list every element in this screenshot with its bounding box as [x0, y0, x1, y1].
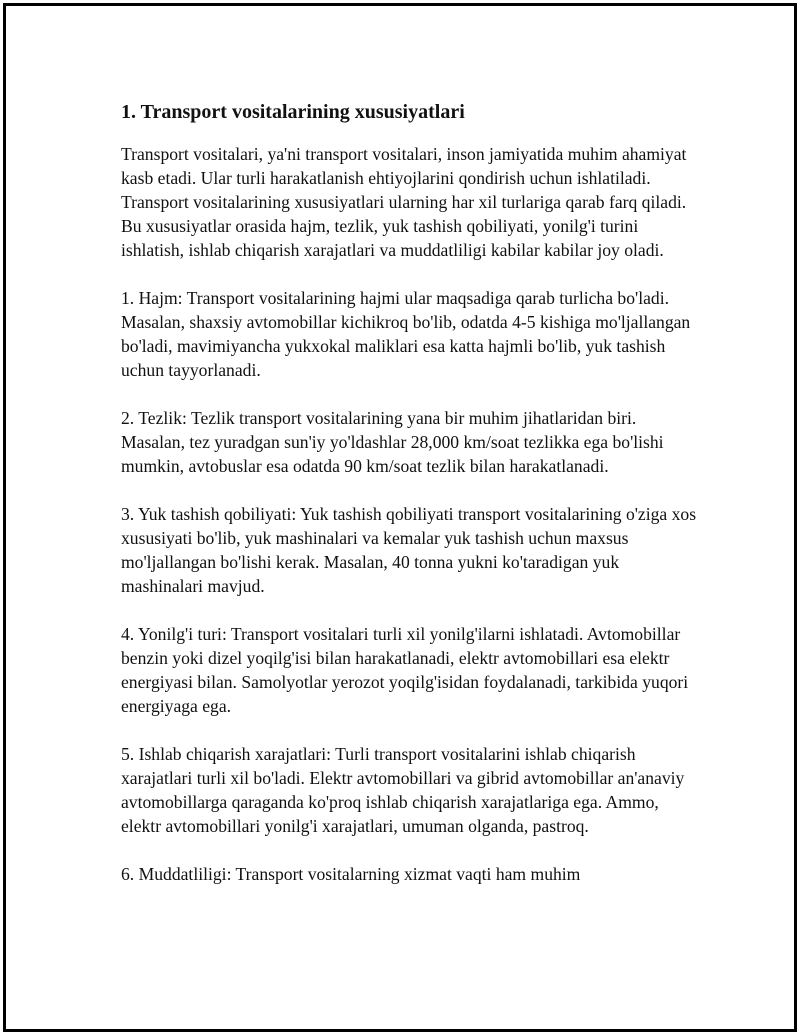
section-heading: 1. Transport vositalarining xususiyatlari [121, 101, 465, 123]
document-body [121, 99, 701, 910]
paragraph-fuel-type: 4. Yonilg'i turi: Transport vositalari turli xil yonilg'ilarni ishlatadi. Avtomobillar benzin yoki dizel yoqilg'isi bilan harakatlanadi, elektr avtomobillari esa elektr energiyasi bilan. Samolyotlar yerozot yoqilg'isidan foydalanadi, tarkibida yuqori energiyaga ega. [121, 624, 689, 716]
paragraph-volume: 1. Hajm: Transport vositalarining hajmi ular maqsadiga qarab turlicha bo'ladi. Masalan, shaxsiy avtomobillar kichikroq bo'lib, odatda 4-5 kishiga mo'ljallangan bo'ladi, mavimiyancha yukxokal maliklari esa katta hajmli bo'lib, yuk tashish uchun tayyorlanadi. [121, 288, 691, 380]
paragraph-load-capacity: 3. Yuk tashish qobiliyati: Yuk tashish qobiliyati transport vositalarining o'ziga xos xususiyati bo'lib, yuk mashinalari va kemalar yuk tashish uchun maxsus mo'ljallangan bo'lishi kerak. Masalan, 40 tonna yukni ko'taradigan yuk mashinalari mavjud. [121, 504, 697, 596]
paragraph-durability: 6. Muddatliligi: Transport vositalarning xizmat vaqti ham muhim [121, 864, 581, 884]
page-frame [3, 3, 797, 1032]
paragraph-speed: 2. Tezlik: Tezlik transport vositalarining yana bir muhim jihatlaridan biri. Masalan, tez yuradgan sun'iy yo'ldashlar 28,000 km/soat tezlikka ega bo'lishi mumkin, avtobuslar esa odatda 90 km/soat tezlik bilan harakatlanadi. [121, 408, 664, 476]
intro-paragraph: Transport vositalari, ya'ni transport vositalari, inson jamiyatida muhim ahamiyat kasb etadi. Ular turli harakatlanish ehtiyojlarini qondirish uchun ishlatiladi. Transport vositalarining xususiyatlari ularning har xil turlariga qarab farq qiladi. Bu xususiyatlar orasida hajm, tezlik, yuk tashish qobiliyati, yonilg'i turini ishlatish, ishlab chiqarish xarajatlari va muddatliligi kabilar kabilar joy oladi. [121, 144, 687, 260]
paragraph-production-costs: 5. Ishlab chiqarish xarajatlari: Turli transport vositalarini ishlab chiqarish xarajatlari turli xil bo'ladi. Elektr avtomobillari va gibrid avtomobillar an'anaviy avtomobillarga qaraganda ko'proq ishlab chiqarish xarajatlariga ega. Ammo, elektr avtomobillari yonilg'i xarajatlari, umuman olganda, pastroq. [121, 744, 685, 836]
